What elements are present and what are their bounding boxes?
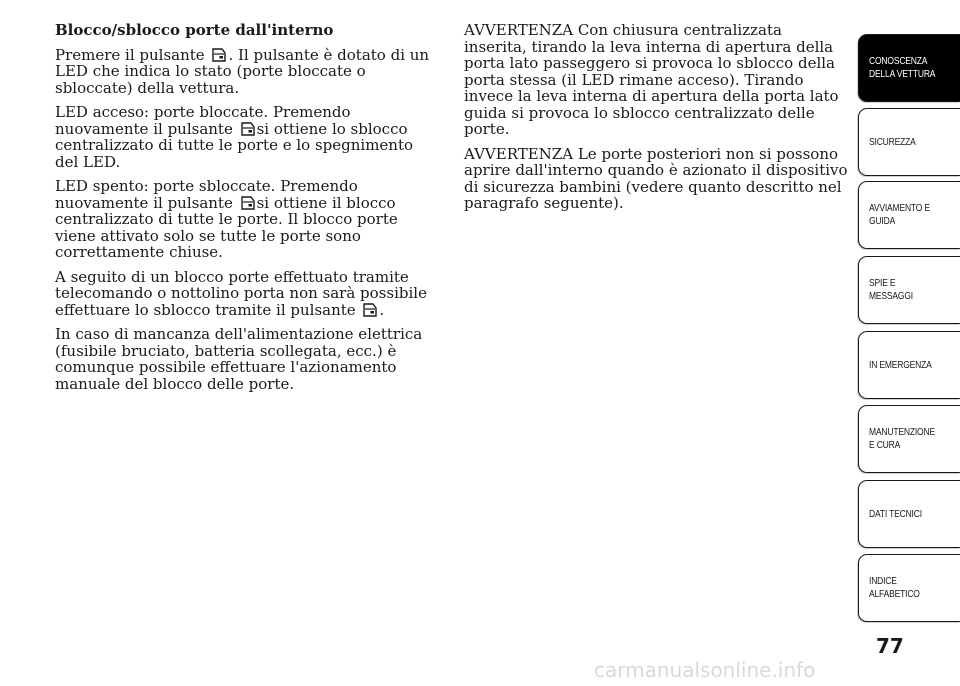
paragraph-1: Premere il pulsante . Il pulsante è dotato di un LED che indica lo stato (porte bloccate o sbloccate) della vettura. [55, 45, 430, 97]
chapter-tabs [858, 0, 960, 686]
right-column [464, 22, 849, 220]
watermark: carmanualsonline.info [594, 658, 816, 682]
tab-sicurezza[interactable]: SICUREZZA [858, 108, 960, 176]
tab-avviamento-e-guida[interactable]: AVVIAMENTO E GUIDA [858, 181, 960, 249]
tab-spie-e-messaggi[interactable]: SPIE E MESSAGGI [858, 256, 960, 324]
tab-indice-alfabetico[interactable]: INDICE ALFABETICO [858, 554, 960, 622]
left-column [55, 22, 440, 400]
tab-manutenzione-e-cura[interactable]: MANUTENZIONE E CURA [858, 405, 960, 473]
paragraph-5: In caso di mancanza dell'alimentazione elettrica (fusibile bruciato, batteria scollegata, ecc.) è comunque possibile effettuare l'azionamento manuale del blocco delle porte. [55, 325, 423, 393]
paragraph-2: LED acceso: porte bloccate. Premendo nuovamente il pulsante si ottiene lo sblocco centralizzato di tutte le porte e lo spegnimento del LED. [55, 103, 414, 171]
page-number: 77 [876, 634, 904, 658]
car-door-lock-icon [362, 303, 377, 317]
tab-in-emergenza[interactable]: IN EMERGENZA [858, 331, 960, 399]
section-heading: Blocco/sblocco porte dall'interno [55, 21, 334, 39]
warning-2: AVVERTENZA Le porte posteriori non si possono aprire dall'interno quando è azionato il dispositivo di sicurezza bambini (vedere quanto descritto nel paragrafo seguente). [464, 144, 848, 212]
tab-conoscenza-della-vettura[interactable]: CONOSCENZA DELLA VETTURA [858, 34, 960, 102]
car-door-lock-icon [240, 122, 255, 136]
paragraph-4: A seguito di un blocco porte effettuato tramite telecomando o nottolino porta non sarà possibile effettuare lo sblocco tramite il pulsante . [55, 267, 427, 319]
car-door-lock-icon [240, 196, 255, 210]
tab-dati-tecnici[interactable]: DATI TECNICI [858, 480, 960, 548]
car-door-lock-icon [211, 48, 226, 62]
warning-1: AVVERTENZA Con chiusura centralizzata inserita, tirando la leva interna di apertura della porta lato passeggero si provoca lo sblocco della porta stessa (il LED rimane acceso). Tirando invece la leva interna di apertura della porta lato guida si provoca lo sblocco centralizzato delle porte. [464, 21, 839, 138]
paragraph-3: LED spento: porte sbloccate. Premendo nuovamente il pulsante si ottiene il blocco centralizzato di tutte le porte. Il blocco porte viene attivato solo se tutte le porte sono correttamente chiuse. [55, 177, 398, 261]
